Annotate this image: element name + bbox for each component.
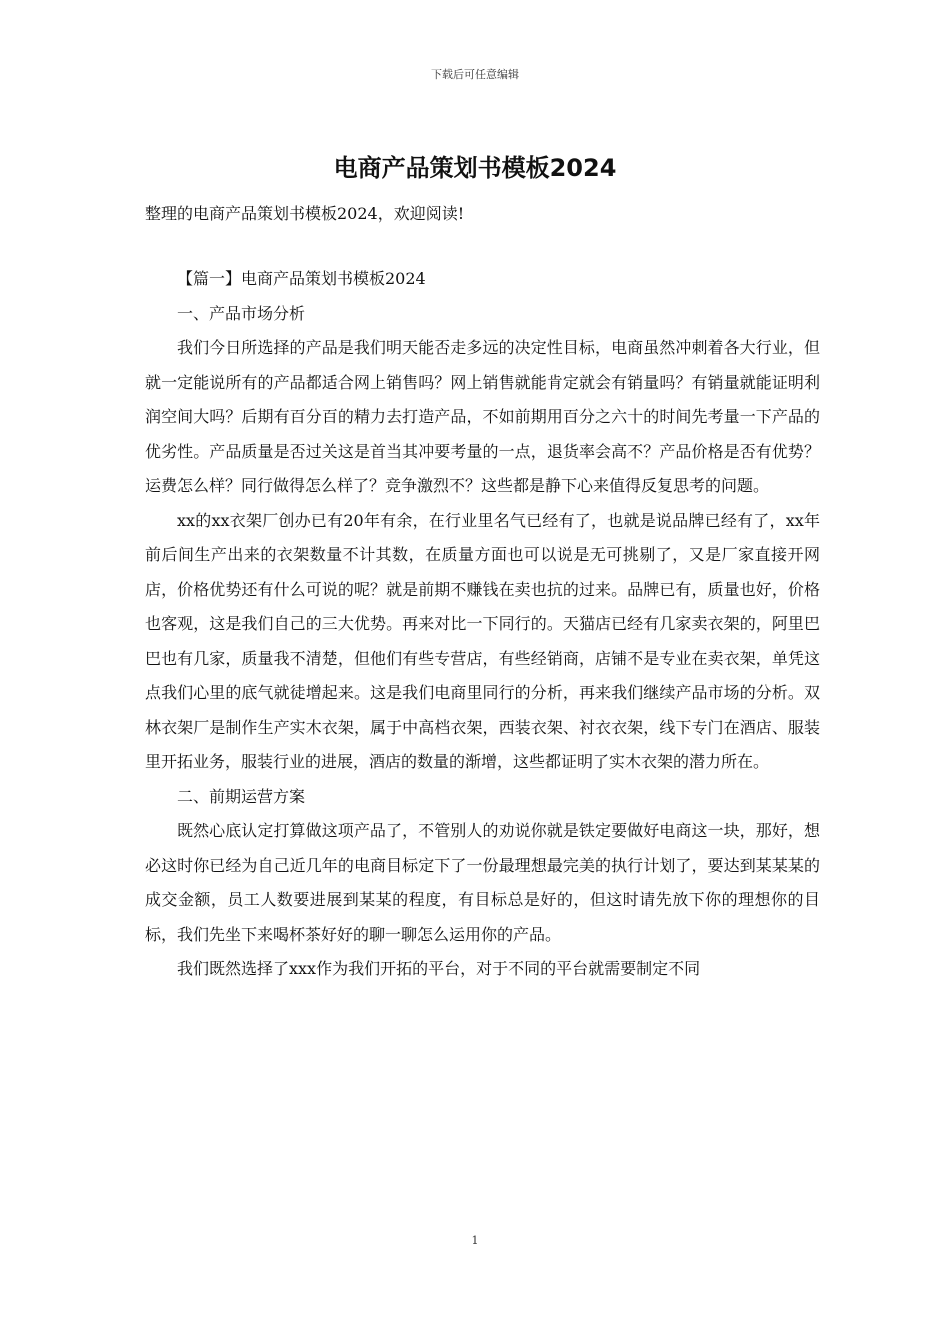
paragraph-platform-choice: 我们既然选择了xxx作为我们开拓的平台，对于不同的平台就需要制定不同 — [177, 959, 701, 978]
page-number: 1 — [471, 1234, 479, 1247]
section-heading-part-one: 【篇一】电商产品策划书模板2024 — [177, 269, 426, 288]
paragraph-execution-plan: 既然心底认定打算做这项产品了，不管别人的劝说你就是铁定要做好电商这一块，那好，想必这时你已经为自己近几年的电商目标定下了一份最理想最完美的执行计划了，要达到某某某的成交金额，员工人数要进展到某某的程度，有目标总是好的，但这时请先放下你的理想你的目标，我们先坐下来喝杯茶好好的聊一聊怎么运用你的产品。 — [145, 821, 820, 944]
header-note: 下载后可任意编辑 — [431, 68, 519, 81]
paragraph-product-choice: 我们今日所选择的产品是我们明天能否走多远的决定性目标，电商虽然冲刺着各大行业，但就一定能说所有的产品都适合网上销售吗？网上销售就能肯定就会有销量吗？有销量就能证明利润空间大吗？后期有百分百的精力去打造产品，不如前期用百分之六十的时间先考量一下产品的优劣性。产品质量是否过关这是首当其冲要考量的一点，退货率会高不？产品价格是否有优势？运费怎么样？同行做得怎么样了？竞争激烈不？这些都是静下心来值得反复思考的问题。 — [145, 338, 820, 495]
intro-line: 整理的电商产品策划书模板2024，欢迎阅读! — [145, 204, 465, 223]
paragraph-factory-advantages: xx的xx衣架厂创办已有20年有余，在行业里名气已经有了，也就是说品牌已经有了，xx年前后间生产出来的衣架数量不计其数，在质量方面也可以说是无可挑剔了，又是厂家直接开网店，价格优势还有什么可说的呢？就是前期不赚钱在卖也抗的过来。品牌已有，质量也好，价格也客观，这是我们自己的三大优势。再来对比一下同行的。天猫店已经有几家卖衣架的，阿里巴巴也有几家，质量我不清楚，但他们有些专营店，有些经销商，店铺不是专业在卖衣架，单凭这点我们心里的底气就徒增起来。这是我们电商里同行的分析，再来我们继续产品市场的分析。双林衣架厂是制作生产实木衣架，属于中高档衣架，西装衣架、衬衣衣架，线下专门在酒店、服装里开拓业务，服装行业的进展，酒店的数量的渐增，这些都证明了实木衣架的潜力所在。 — [145, 510, 820, 771]
subheading-market-analysis: 一、产品市场分析 — [177, 303, 306, 323]
document-title: 电商产品策划书模板2024 — [333, 154, 617, 182]
subheading-early-operations: 二、前期运营方案 — [177, 786, 306, 806]
document-body — [145, 262, 820, 987]
